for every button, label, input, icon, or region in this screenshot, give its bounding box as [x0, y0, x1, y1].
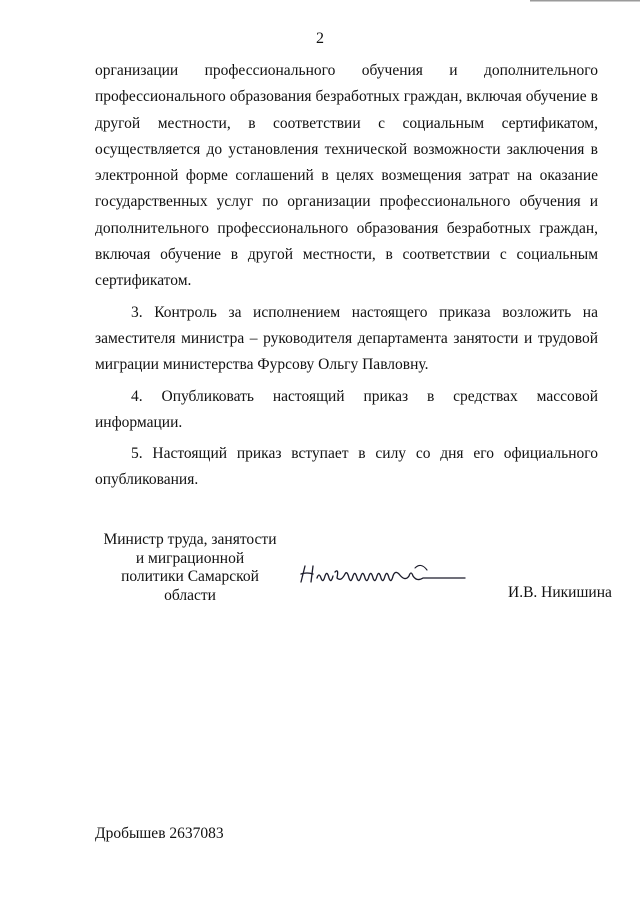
position-line: политики Самарской: [121, 568, 259, 585]
intro-paragraph: организации профессионального обучения и дополнительного профессионального образования безработных граждан, включая обучение в другой местности, в соответствии с социальным сертификатом, осуществляется до установления технической возможности заключения в электронной форме соглашений в целях возмещения затрат на оказание государственных услуг по организации профессионального обучения и дополнительного профессионального образования безработных граждан, включая обучение в другой местности, в соответствии с социальным сертификатом.: [95, 62, 598, 290]
document-body: [95, 58, 598, 494]
signatory-position: [90, 531, 290, 605]
paragraph-item-5: 5. Настоящий приказ вступает в силу со дня его официального опубликования.: [95, 445, 598, 489]
page-number: 2: [316, 30, 324, 47]
paragraph-item-4: 4. Опубликовать настоящий приказ в средствах массовой информации.: [95, 387, 598, 431]
scan-edge-mark: [530, 0, 640, 4]
signer-name: И.В. Никишина: [508, 584, 612, 601]
position-line: Министр труда, занятости: [103, 531, 277, 548]
handwritten-signature: [295, 558, 475, 594]
paragraph-item-3: 3. Контроль за исполнением настоящего приказа возложить на заместителя министра – руководителя департамента занятости и трудовой миграции министерства Фурсову Ольгу Павловну.: [95, 303, 598, 374]
position-line: и миграционной: [135, 549, 245, 567]
position-line: области: [164, 586, 216, 604]
executor-note: Дробышев 2637083: [95, 825, 224, 842]
